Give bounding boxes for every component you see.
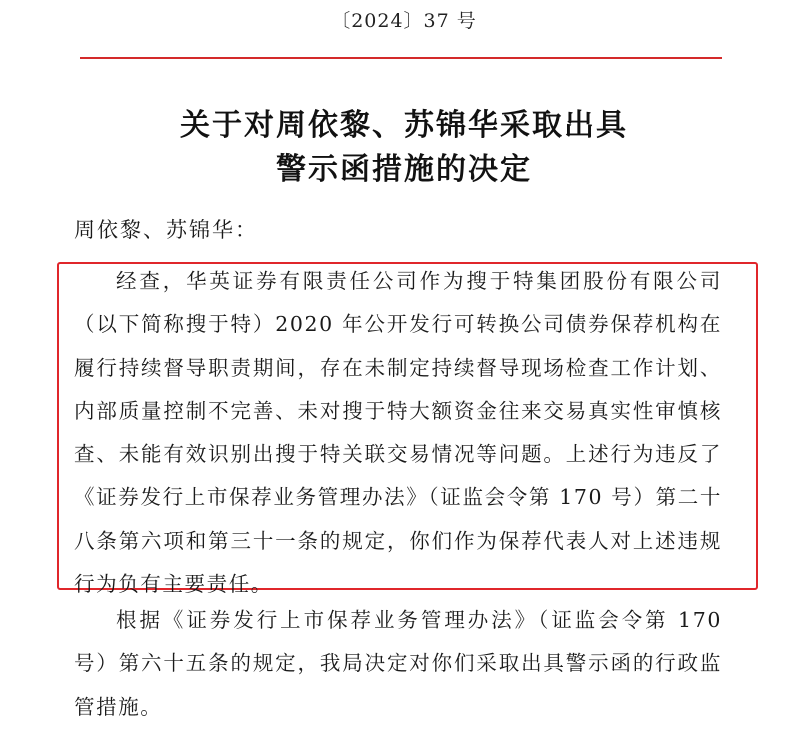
- red-header-rule: [80, 57, 722, 59]
- document-title: [0, 104, 808, 192]
- paragraph-findings: 经查，华英证券有限责任公司作为搜于特集团股份有限公司（以下简称搜于特）2020 年公开发行可转换公司债券保荐机构在履行持续督导职责期间，存在未制定持续督导现场检查工作计划、内部质量控制不完善、未对搜于特大额资金往来交易真实性审慎核查、未能有效识别出搜于特关联交易情况等问题。上述行为违反了《证券发行上市保荐业务管理办法》（证监会令第 170 号）第二十八条第六项和第三十一条的规定，你们作为保荐代表人对上述违规行为负有主要责任。: [74, 269, 722, 597]
- salutation: 周依黎、苏锦华：: [74, 218, 258, 242]
- document-number: 〔2024〕37 号: [331, 10, 477, 32]
- title-line-1: 关于对周依黎、苏锦华采取出具: [180, 108, 628, 143]
- paragraph-decision: 根据《证券发行上市保荐业务管理办法》（证监会令第 170 号）第六十五条的规定，我局决定对你们采取出具警示函的行政监管措施。: [74, 608, 722, 719]
- title-line-2: 警示函措施的决定: [276, 152, 532, 187]
